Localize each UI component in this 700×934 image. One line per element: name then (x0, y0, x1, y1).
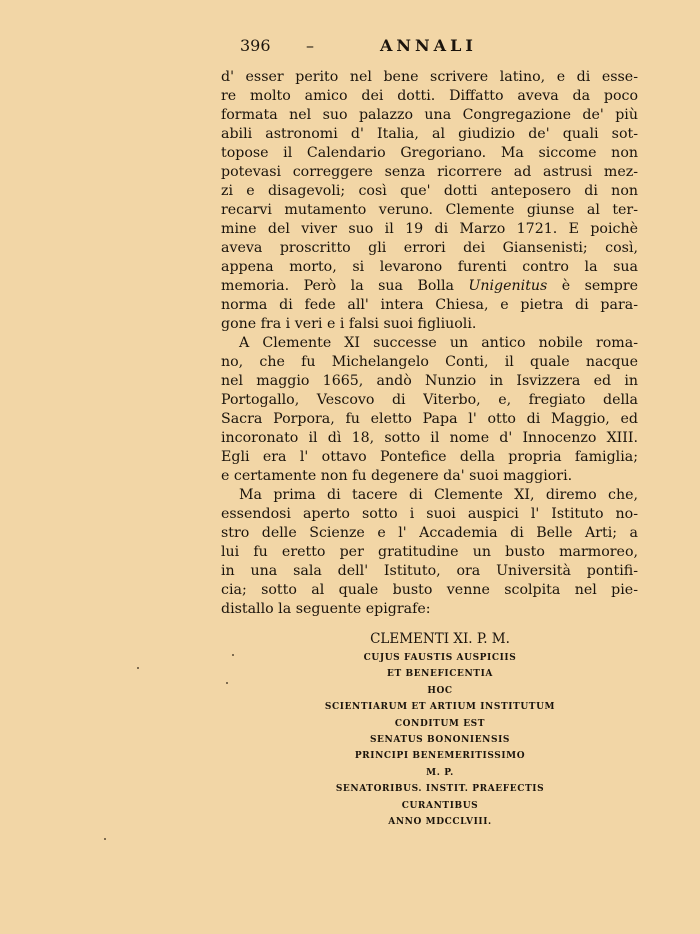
text-line: potevasi correggere senza ricorrere ad astrusi mez- (221, 164, 638, 180)
epigraph-line: SENATUS BONONIENSIS (369, 735, 511, 746)
text-line: d' esser perito nel bene scrivere latino, e di esse- (221, 69, 638, 85)
epigraph-line: HOC (427, 685, 453, 696)
text-line: recarvi mutamento veruno. Clemente giunse al ter- (221, 202, 638, 218)
text-line: stro delle Scienze e l' Accademia di Belle Arti; a (221, 525, 638, 541)
epigraph-line: SENATORIBUS. INSTIT. PRAEFECTIS (335, 784, 545, 795)
epigraph-title: CLEMENTI XI. P. M. (370, 631, 510, 647)
text-line: essendosi aperto sotto i suoi auspici l' Istituto no- (221, 506, 638, 522)
text-line: Sacra Porpora, fu eletto Papa l' otto di Maggio, ed (221, 411, 638, 427)
text-line: gone fra i veri e i falsi suoi figliuoli. (221, 316, 477, 332)
paper-speck (232, 654, 234, 656)
epigraph-lines (290, 650, 590, 830)
paper-speck (104, 838, 106, 840)
text-line: distallo la seguente epigrafe: (221, 601, 431, 617)
paper-speck (137, 667, 139, 669)
epigraph-line: CURANTIBUS (401, 800, 479, 811)
text-line: formata nel suo palazzo una Congregazione de' più (221, 107, 638, 123)
text-line: abili astronomi d' Italia, al giudizio de' quali sot- (221, 126, 638, 142)
text-line: mine del viver suo il 19 di Marzo 1721. E poichè (221, 221, 638, 237)
text-line: Ma prima di tacere di Clemente XI, diremo che, (239, 487, 638, 503)
epigraph-line: ANNO MDCCLVIII. (388, 817, 492, 828)
text-line: cia; sotto al quale busto venne scolpita nel pie- (221, 582, 638, 598)
header-dash: – (306, 36, 314, 55)
body-text (221, 68, 638, 619)
paper-speck (226, 682, 228, 684)
text-line: lui fu eretto per gratitudine un busto marmoreo, (221, 544, 638, 560)
text-line: topose il Calendario Gregoriano. Ma siccome non (221, 145, 638, 161)
epigraph-line: M. P. (426, 767, 454, 778)
page-number: 396 (240, 36, 271, 55)
epigraph-line: CUJUS FAUSTIS AUSPICIIS (363, 653, 517, 663)
epigraph-line: ET BENEFICENTIA (387, 669, 493, 680)
text-line: e certamente non fu degenere da' suoi maggiori. (221, 468, 573, 484)
epigraph-line: PRINCIPI BENEMERITISSIMO (354, 751, 526, 762)
text-line: no, che fu Michelangelo Conti, il quale nacque (221, 354, 638, 370)
text-line: aveva proscritto gli errori dei Giansenisti; così, (221, 240, 638, 256)
text-line: nel maggio 1665, andò Nunzio in Isvizzera ed in (221, 373, 638, 389)
text-line: zi e disagevoli; così que' dotti anteposero di non (221, 183, 638, 199)
text-line: norma di fede all' intera Chiesa, e pietra di para- (221, 297, 638, 313)
text-line: in una sala dell' Istituto, ora Università pontifi- (221, 563, 638, 579)
text-line: re molto amico dei dotti. Diffatto aveva da poco (221, 88, 638, 104)
epigraph-line: CONDITUM EST (394, 718, 486, 729)
page-header (240, 36, 530, 58)
epigraph (290, 630, 590, 830)
text-line: appena morto, si levarono furenti contro la sua (221, 259, 638, 275)
running-title: ANNALI (380, 36, 477, 55)
text-line: A Clemente XI successe un antico nobile roma- (239, 335, 638, 351)
text-line: memoria. Però la sua Bolla Unigenitus è sempre (221, 278, 638, 294)
text-line: Egli era l' ottavo Pontefice della propria famiglia; (221, 449, 638, 465)
epigraph-line: SCIENTIARUM ET ARTIUM INSTITUTUM (324, 702, 556, 713)
text-line: Portogallo, Vescovo di Viterbo, e, fregiato della (221, 392, 638, 408)
text-line: incoronato il dì 18, sotto il nome d' Innocenzo XIII. (221, 430, 638, 446)
italic-word: Unigenitus (468, 278, 548, 294)
